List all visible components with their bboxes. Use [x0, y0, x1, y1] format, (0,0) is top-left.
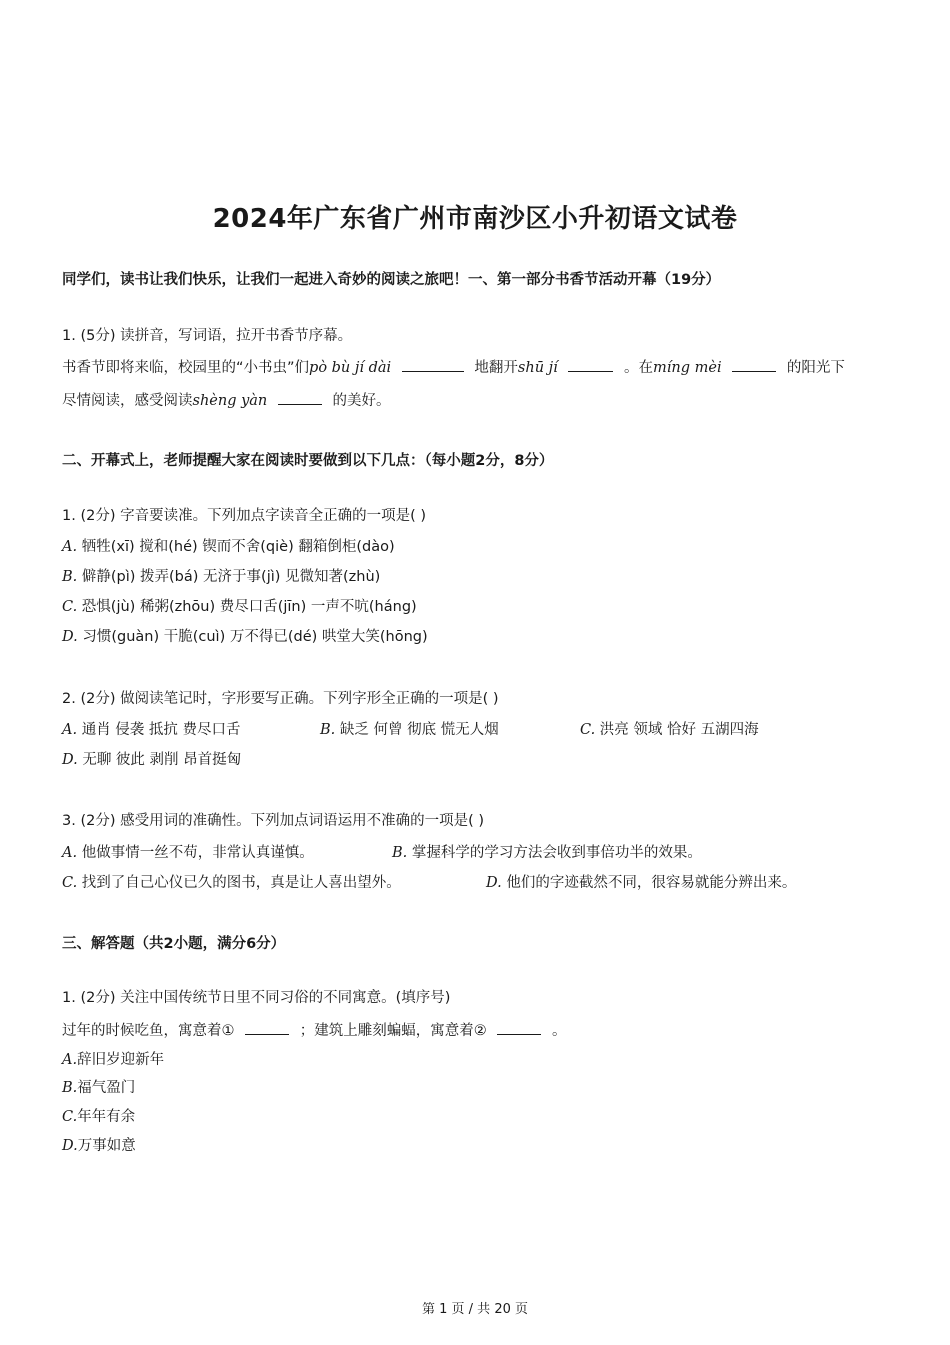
option-text: 他做事情一丝不苟，非常认真谨慎。: [81, 845, 314, 861]
text: 尽情阅读，感受阅读: [62, 393, 193, 409]
pinyin: shū jí: [517, 360, 558, 376]
option-letter: D.: [62, 1138, 78, 1154]
text: ；建筑上雕刻蝙蝠，寓意着②: [299, 1023, 487, 1039]
option-letter: B.: [62, 1080, 78, 1096]
text: 书香节即将来临，校园里的“小书虫”们: [62, 360, 310, 376]
option-text: 福气盈门: [77, 1080, 136, 1096]
option-letter: A.: [62, 722, 78, 738]
s2-q3-option-a[interactable]: [62, 841, 392, 862]
option-letter: D.: [62, 629, 78, 645]
pinyin: míng mèi: [653, 360, 722, 376]
s1-q1-line2: [62, 389, 390, 410]
option-letter: A.: [62, 1052, 78, 1068]
option-text: 辞旧岁迎新年: [77, 1052, 165, 1068]
text: 地翻开: [474, 360, 518, 376]
text: 的美好。: [332, 393, 391, 409]
page-footer: 第 1 页 / 共 20 页: [422, 1302, 528, 1317]
option-text: 恐惧(jù) 稀粥(zhōu) 费尽口舌(jīn) 一声不吭(háng): [81, 599, 417, 615]
s2-q1-stem: 1. (2分) 字音要读准。下列加点字读音全正确的一项是( ): [62, 508, 427, 524]
text: 。: [551, 1023, 567, 1039]
option-letter: C.: [62, 599, 78, 615]
s1-q1-stem: 1. (5分) 读拼音，写词语，拉开书香节序幕。: [62, 328, 353, 344]
section-1-heading: 同学们，读书让我们快乐，让我们一起进入奇妙的阅读之旅吧！一、第一部分书香节活动开幕（19分）: [62, 272, 721, 288]
pinyin: shèng yàn: [192, 393, 268, 409]
s2-q2-option-d[interactable]: [62, 748, 241, 769]
answer-blank[interactable]: [402, 357, 464, 372]
page-title: 2024年广东省广州市南沙区小升初语文试卷: [212, 204, 738, 234]
s2-q2-stem: 2. (2分) 做阅读笔记时，字形要写正确。下列字形全正确的一项是( ): [62, 691, 499, 707]
option-text: 僻静(pì) 拨弄(bá) 无济于事(jì) 见微知著(zhù): [81, 569, 381, 585]
text: 。在: [624, 360, 654, 376]
pinyin: pò bù jí dài: [309, 360, 392, 376]
option-text: 缺乏 何曾 彻底 慌无人烟: [339, 722, 499, 738]
s2-q2-option-b[interactable]: [320, 718, 580, 739]
option-letter: D.: [486, 875, 502, 891]
s3-q1-option-b[interactable]: [62, 1076, 135, 1097]
answer-blank[interactable]: [278, 390, 322, 405]
s2-q2-options-row1: [62, 718, 759, 739]
s2-q3-options-row2: [62, 871, 796, 892]
option-text: 万事如意: [77, 1138, 136, 1154]
s3-q1-option-c[interactable]: [62, 1105, 135, 1126]
option-text: 找到了自己心仪已久的图书，真是让人喜出望外。: [81, 875, 401, 891]
option-letter: D.: [62, 752, 78, 768]
option-letter: C.: [62, 1109, 78, 1125]
s2-q1-option-b[interactable]: [62, 565, 380, 586]
s3-q1-option-a[interactable]: [62, 1048, 164, 1069]
s2-q3-option-c[interactable]: [62, 871, 486, 892]
option-letter: B.: [320, 722, 336, 738]
s2-q1-option-c[interactable]: [62, 595, 417, 616]
option-text: 掌握科学的学习方法会收到事倍功半的效果。: [411, 845, 702, 861]
s2-q3-options-row1: [62, 841, 702, 862]
s2-q3-option-b[interactable]: [392, 841, 702, 862]
answer-blank[interactable]: [497, 1020, 541, 1035]
section-3-heading: 三、解答题（共2小题，满分6分）: [62, 936, 286, 952]
s2-q2-option-c[interactable]: [580, 718, 759, 739]
option-letter: B.: [62, 569, 78, 585]
option-letter: A.: [62, 539, 78, 555]
s1-q1-line1: [62, 356, 845, 377]
s3-q1-stem: 1. (2分) 关注中国传统节日里不同习俗的不同寓意。(填序号): [62, 990, 451, 1006]
option-text: 习惯(guàn) 干脆(cuì) 万不得已(dé) 哄堂大笑(hōng): [82, 629, 428, 645]
option-text: 牺牲(xī) 搅和(hé) 锲而不舍(qiè) 翻箱倒柜(dào): [81, 539, 395, 555]
option-letter: C.: [62, 875, 78, 891]
option-letter: A.: [62, 845, 78, 861]
option-letter: C.: [580, 722, 596, 738]
option-text: 他们的字迹截然不同，很容易就能分辨出来。: [506, 875, 797, 891]
option-text: 洪亮 领域 恰好 五湖四海: [599, 722, 759, 738]
s2-q3-option-d[interactable]: [486, 871, 796, 892]
option-text: 年年有余: [77, 1109, 136, 1125]
s2-q1-option-a[interactable]: [62, 535, 395, 556]
text: 过年的时候吃鱼，寓意着①: [62, 1023, 235, 1039]
text: 的阳光下: [786, 360, 845, 376]
s3-q1-fill-line: [62, 1019, 566, 1040]
answer-blank[interactable]: [568, 357, 613, 372]
s2-q3-stem: 3. (2分) 感受用词的准确性。下列加点词语运用不准确的一项是( ): [62, 813, 485, 829]
section-2-heading: 二、开幕式上，老师提醒大家在阅读时要做到以下几点：（每小题2分，8分）: [62, 453, 554, 469]
answer-blank[interactable]: [245, 1020, 289, 1035]
option-text: 通肖 侵袭 抵抗 费尽口舌: [81, 722, 241, 738]
option-letter: B.: [392, 845, 408, 861]
s3-q1-option-d[interactable]: [62, 1134, 136, 1155]
option-text: 无聊 彼此 剥削 昂首挺匈: [82, 752, 242, 768]
s2-q1-option-d[interactable]: [62, 625, 428, 646]
answer-blank[interactable]: [732, 357, 776, 372]
s2-q2-option-a[interactable]: [62, 718, 320, 739]
